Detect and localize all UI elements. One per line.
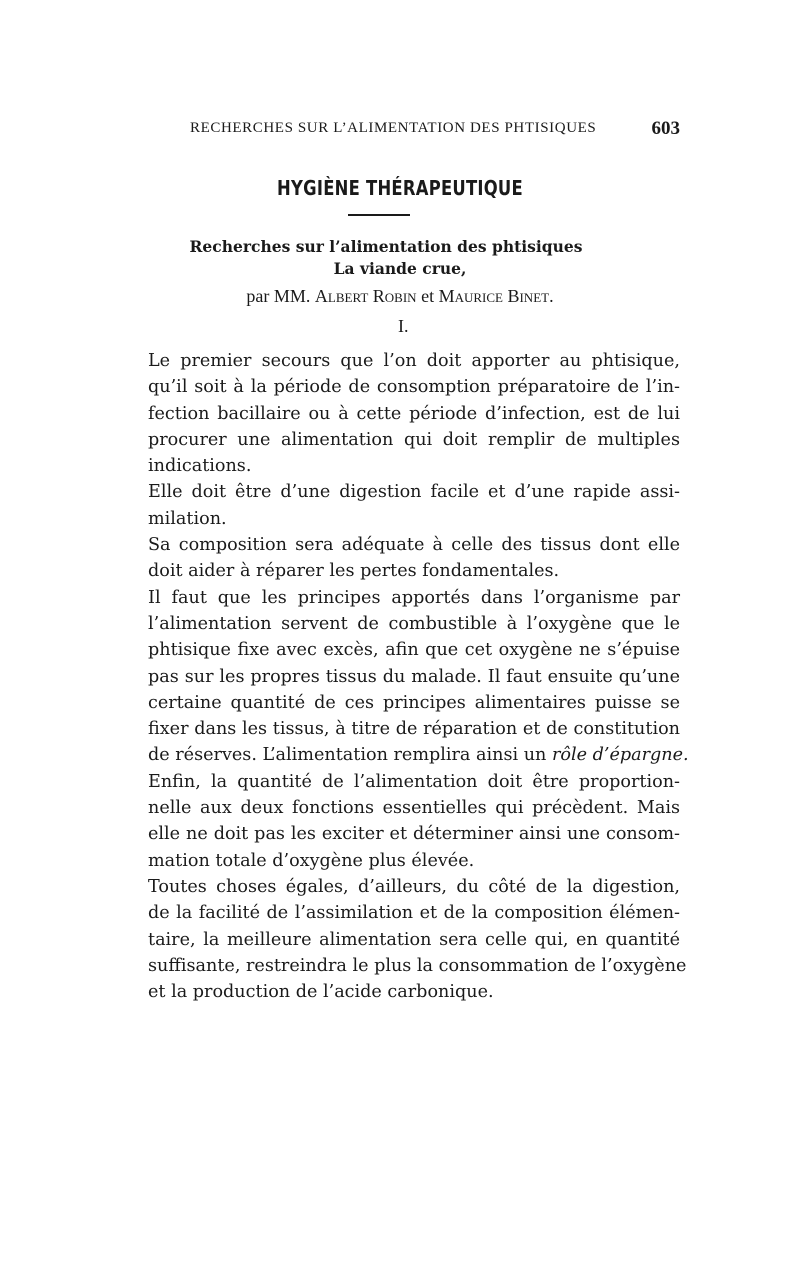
text-line: fection bacillaire ou à cette période d’infection, est de lui xyxy=(148,403,680,424)
section-title: HYGIÈNE THÉRAPEUTIQUE xyxy=(277,176,523,200)
article-subtitle: La viande crue, xyxy=(333,259,467,278)
text-line: suffisante, restreindra le plus la consommation de l’oxygène xyxy=(148,955,687,976)
text-line: indications. xyxy=(148,456,252,477)
text-run: de réserves. L’alimentation remplira ainsi un xyxy=(148,745,547,766)
text-line: milation. xyxy=(148,508,227,529)
paragraph xyxy=(128,585,689,769)
text-line: Toutes choses égales, d’ailleurs, du côté de la digestion, xyxy=(148,876,680,897)
text-line: Il faut que les principes apportés dans l’organisme par xyxy=(148,587,680,608)
text-line: fixer dans les tissus, à titre de réparation et de constitution xyxy=(148,719,680,740)
text-line: phtisique fixe avec excès, afin que cet oxygène ne s’épuise xyxy=(148,640,680,661)
running-head xyxy=(190,120,680,142)
title-rule xyxy=(348,214,410,216)
text-line: Enfin, la quantité de l’alimentation doit être proportion- xyxy=(148,771,680,792)
page-number: 603 xyxy=(651,118,680,139)
paragraph xyxy=(128,769,680,874)
text-line: Elle doit être d’une digestion facile et d’une rapide assi- xyxy=(148,482,680,503)
part-numeral: I. xyxy=(398,316,409,336)
paragraph xyxy=(128,348,680,479)
italic-phrase: rôle d’épargne. xyxy=(551,745,689,766)
author-name: Maurice Binet. xyxy=(438,286,554,306)
author-line xyxy=(0,286,800,307)
article-title: Recherches sur l’alimentation des phtisiques xyxy=(189,237,583,256)
text-line: nelle aux deux fonctions essentielles qui précèdent. Mais xyxy=(148,798,680,819)
paragraph xyxy=(128,479,680,532)
text-line xyxy=(128,742,689,768)
author-name: Albert Robin xyxy=(314,286,417,306)
text-line: Le premier secours que l’on doit apporter au phtisique, xyxy=(148,351,680,371)
text-line: taire, la meilleure alimentation sera celle qui, en quantité xyxy=(148,929,680,950)
authors-conjunction: et xyxy=(421,286,435,306)
text-line: mation totale d’oxygène plus élevée. xyxy=(148,850,475,871)
text-line: doit aider à réparer les pertes fondamentales. xyxy=(148,561,560,582)
text-line: l’alimentation servent de combustible à l’oxygène que le xyxy=(148,613,680,634)
paragraph xyxy=(128,874,687,1005)
text-line: elle ne doit pas les exciter et déterminer ainsi une consom- xyxy=(148,824,680,845)
text-line: qu’il soit à la période de consomption préparatoire de l’in- xyxy=(148,377,680,398)
text-line: pas sur les propres tissus du malade. Il faut ensuite qu’une xyxy=(148,666,680,687)
text-line: de la facilité de l’assimilation et de la composition élémen- xyxy=(148,903,680,924)
article-body xyxy=(128,348,689,1005)
paragraph xyxy=(128,532,680,585)
text-line: certaine quantité de ces principes alimentaires puisse se xyxy=(148,692,680,713)
text-line: Sa composition sera adéquate à celle des tissus dont elle xyxy=(148,535,680,556)
text-line: procurer une alimentation qui doit remplir de multiples xyxy=(148,429,680,450)
running-title: RECHERCHES SUR L’ALIMENTATION DES PHTISIQUES xyxy=(190,120,597,136)
authors-prefix: par MM. xyxy=(246,286,311,306)
text-line: et la production de l’acide carbonique. xyxy=(148,982,494,1003)
